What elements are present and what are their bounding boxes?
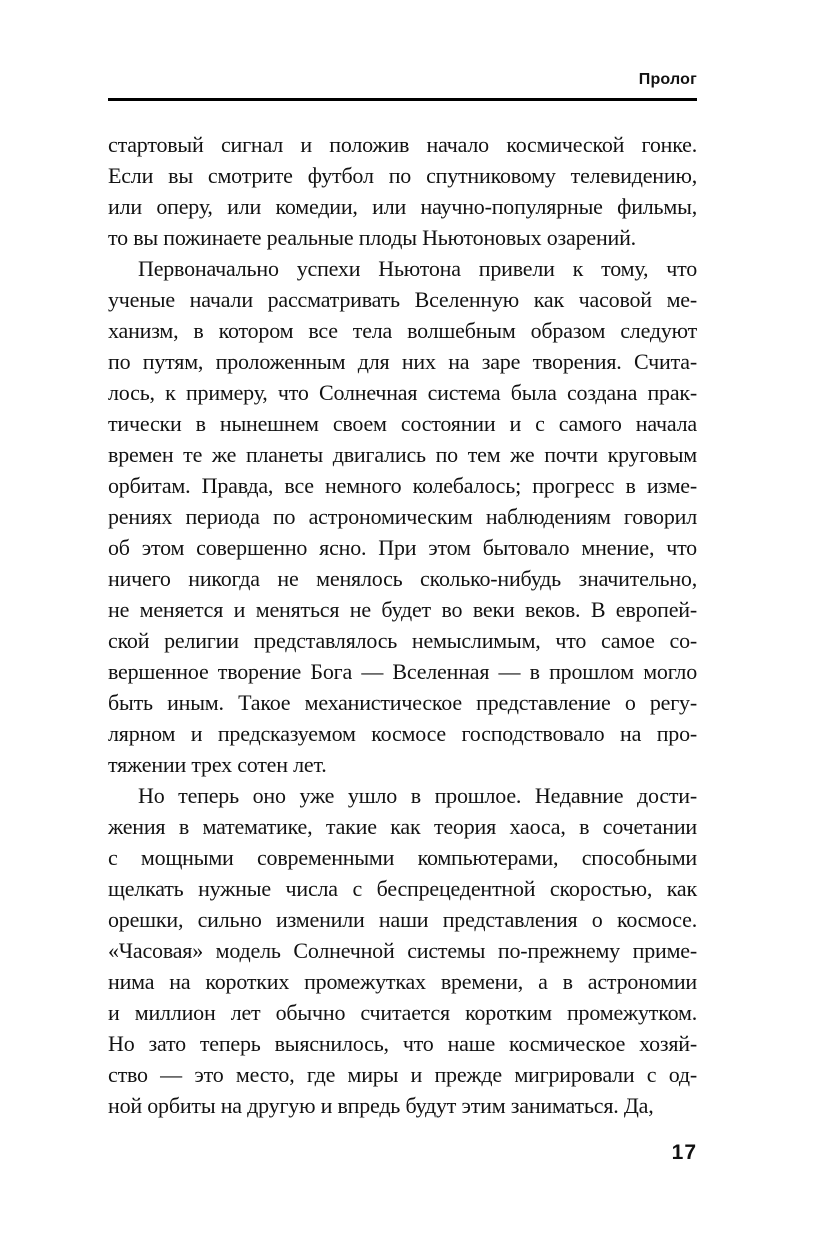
text-line: тически в нынешнем своем состоянии и с самого начала	[108, 411, 697, 436]
text-line: и миллион лет обычно считается коротким промежутком.	[108, 1000, 697, 1025]
text-line: ской религии представлялось немыслимым, что самое со-	[108, 628, 697, 653]
text-line: нима на коротких промежутках времени, а в астрономии	[108, 969, 697, 994]
running-header: Пролог	[638, 71, 697, 88]
text-line: ничего никогда не менялось сколько-нибудь значительно,	[108, 566, 697, 591]
text-line: не меняется и меняться не будет во веки веков. В европей-	[108, 597, 697, 622]
text-line: щелкать нужные числа с беспрецедентной скоростью, как	[108, 876, 697, 901]
text-line: по путям, проложенным для них на заре творения. Счита-	[108, 349, 697, 374]
text-line: «Часовая» модель Солнечной системы по-прежнему приме-	[108, 938, 697, 963]
text-line: вершенное творение Бога — Вселенная — в прошлом могло	[108, 659, 697, 684]
text-line: Но зато теперь выяснилось, что наше космическое хозяй-	[108, 1031, 697, 1056]
header-rule	[108, 98, 697, 101]
page-number: 17	[671, 1141, 697, 1164]
body-text	[108, 129, 697, 1121]
text-line: лось, к примеру, что Солнечная система была создана прак-	[108, 380, 697, 405]
text-line: ной орбиты на другую и впредь будут этим заниматься. Да,	[108, 1093, 654, 1118]
text-line: ство — это место, где миры и прежде мигрировали с од-	[108, 1062, 697, 1087]
text-line: стартовый сигнал и положив начало космической гонке.	[108, 132, 697, 157]
text-line: об этом совершенно ясно. При этом бытовало мнение, что	[108, 535, 697, 560]
text-line: рениях периода по астрономическим наблюдениям говорил	[108, 504, 697, 529]
text-line: ученые начали рассматривать Вселенную как часовой ме-	[108, 287, 697, 312]
text-line: тяжении трех сотен лет.	[108, 752, 327, 777]
text-line: времен те же планеты двигались по тем же почти круговым	[108, 442, 697, 467]
text-line: или оперу, или комедии, или научно-популярные фильмы,	[108, 194, 697, 219]
text-line: орбитам. Правда, все немного колебалось; прогресс в изме-	[108, 473, 697, 498]
text-line: лярном и предсказуемом космосе господствовало на про-	[108, 721, 697, 746]
text-line: орешки, сильно изменили наши представления о космосе.	[108, 907, 697, 932]
text-line: Первоначально успехи Ньютона привели к тому, что	[138, 256, 697, 281]
text-line: жения в математике, такие как теория хаоса, в сочетании	[108, 814, 697, 839]
text-line: Но теперь оно уже ушло в прошлое. Недавние дости-	[138, 783, 697, 808]
text-line: быть иным. Такое механистическое представление о регу-	[108, 690, 697, 715]
text-line: ханизм, в котором все тела волшебным образом следуют	[108, 318, 697, 343]
text-line: с мощными современными компьютерами, способными	[108, 845, 697, 870]
text-line: Если вы смотрите футбол по спутниковому телевидению,	[108, 163, 697, 188]
text-line: то вы пожинаете реальные плоды Ньютоновых озарений.	[108, 225, 636, 250]
